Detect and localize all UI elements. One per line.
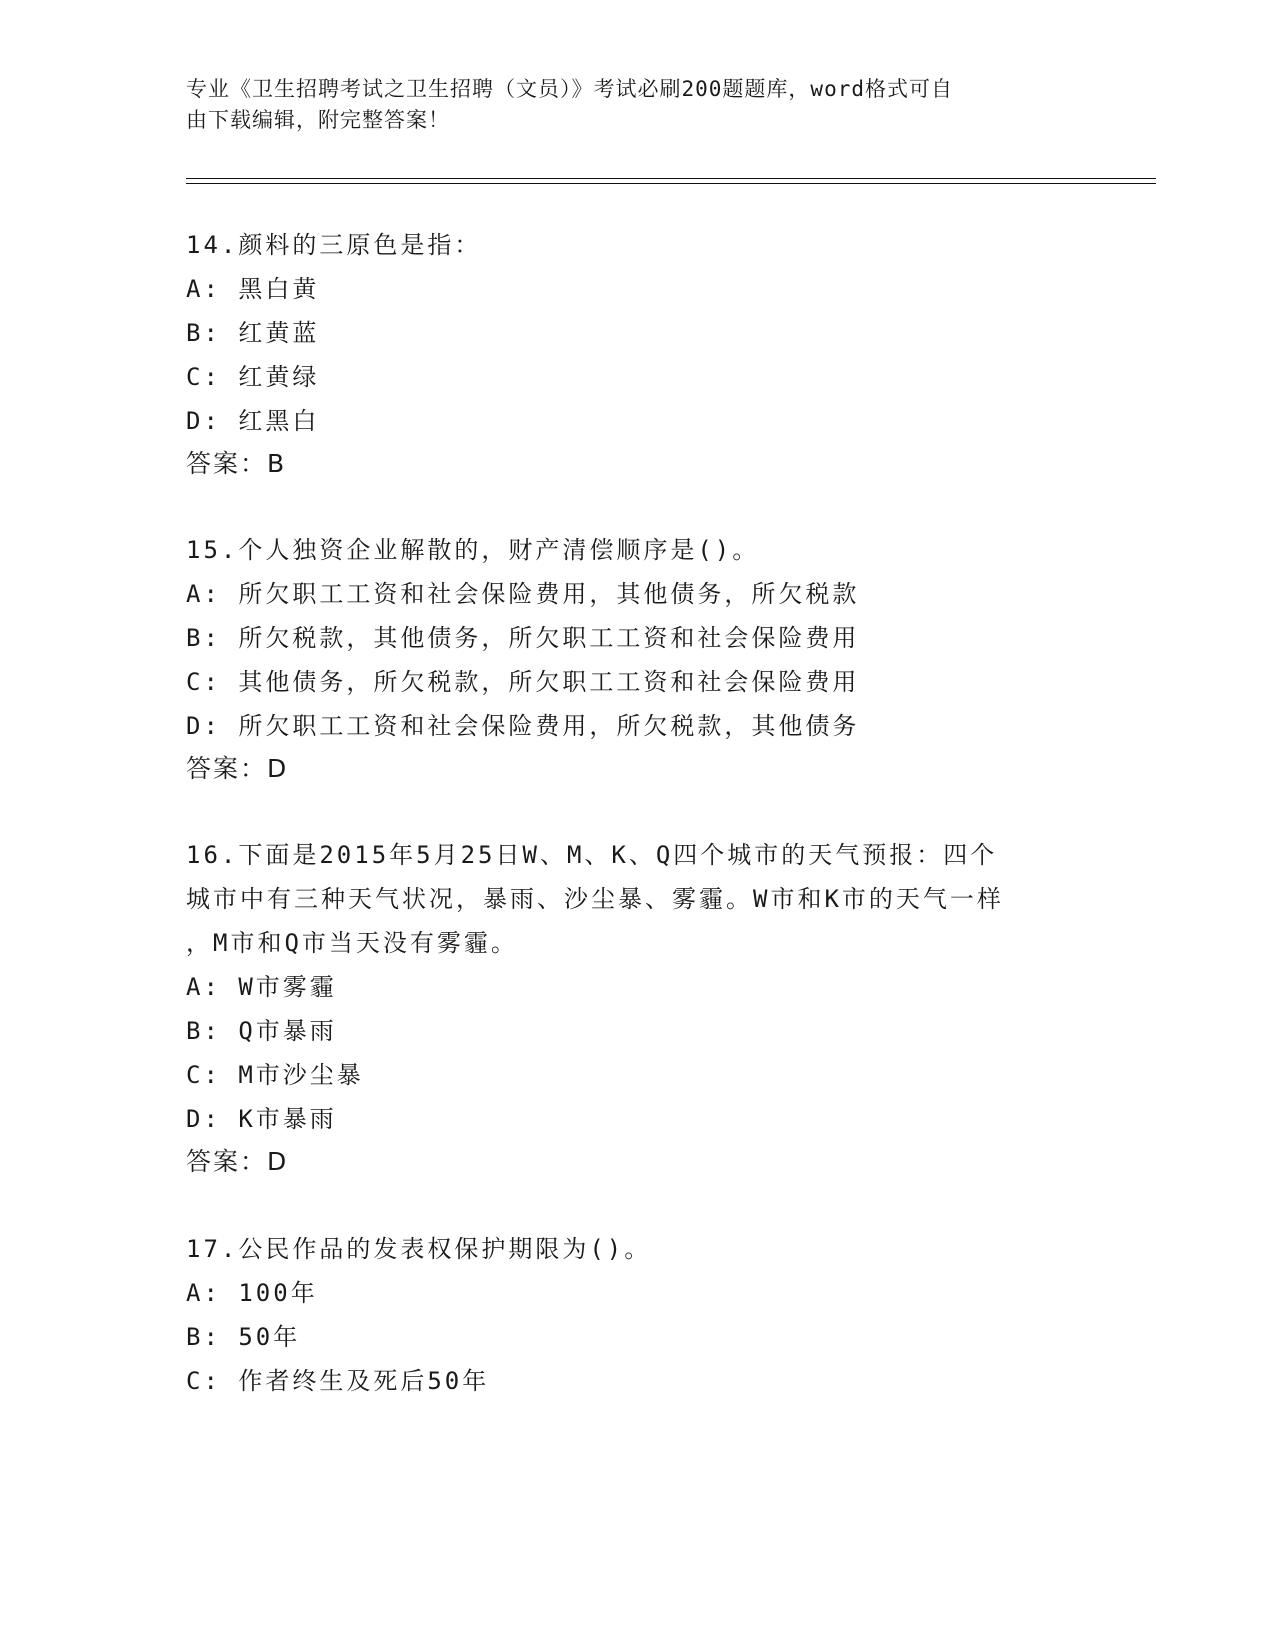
option-d: D: K市暴雨 xyxy=(186,1105,337,1133)
option-a: A: W市雾霾 xyxy=(186,973,337,1001)
option-c: C: 其他债务，所欠税款，所欠职工工资和社会保险费用 xyxy=(186,668,860,696)
option-c: C: 作者终生及死后50年 xyxy=(186,1367,490,1395)
question-stem: 14.颜料的三原色是指： xyxy=(186,231,482,259)
header-divider-bottom xyxy=(186,183,1156,184)
answer-label: 答案：D xyxy=(186,1147,289,1176)
header-divider-top xyxy=(186,178,1156,179)
question-stem: 17.公民作品的发表权保护期限为()。 xyxy=(186,1235,652,1263)
option-c: C: M市沙尘暴 xyxy=(186,1061,364,1089)
option-a: A: 所欠职工工资和社会保险费用，其他债务，所欠税款 xyxy=(186,580,860,608)
option-b: B: Q市暴雨 xyxy=(186,1017,337,1045)
answer-label: 答案：B xyxy=(186,449,287,478)
option-b: B: 红黄蓝 xyxy=(186,319,320,347)
option-a: A: 100年 xyxy=(186,1279,318,1307)
option-a: A: 黑白黄 xyxy=(186,275,320,303)
option-b: B: 所欠税款，其他债务，所欠职工工资和社会保险费用 xyxy=(186,624,860,652)
option-d: D: 所欠职工工资和社会保险费用，所欠税款，其他债务 xyxy=(186,712,860,740)
question-stem-line-3: ，M市和Q市当天没有雾霾。 xyxy=(186,929,518,957)
header-line-1: 专业《卫生招聘考试之卫生招聘（文员）》考试必刷200题题库，word格式可自 xyxy=(186,77,953,101)
option-b: B: 50年 xyxy=(186,1323,301,1351)
option-d: D: 红黑白 xyxy=(186,407,320,435)
answer-label: 答案：D xyxy=(186,754,289,783)
question-stem: 15.个人独资企业解散的，财产清偿顺序是()。 xyxy=(186,536,760,564)
header-line-2: 由下载编辑，附完整答案！ xyxy=(186,108,450,132)
question-stem-line-1: 16.下面是2015年5月25日W、M、K、Q四个城市的天气预报：四个 xyxy=(186,841,998,869)
question-stem-line-2: 城市中有三种天气状况，暴雨、沙尘暴、雾霾。W市和K市的天气一样 xyxy=(186,885,1004,913)
document-header xyxy=(186,74,1066,136)
option-c: C: 红黄绿 xyxy=(186,363,320,391)
